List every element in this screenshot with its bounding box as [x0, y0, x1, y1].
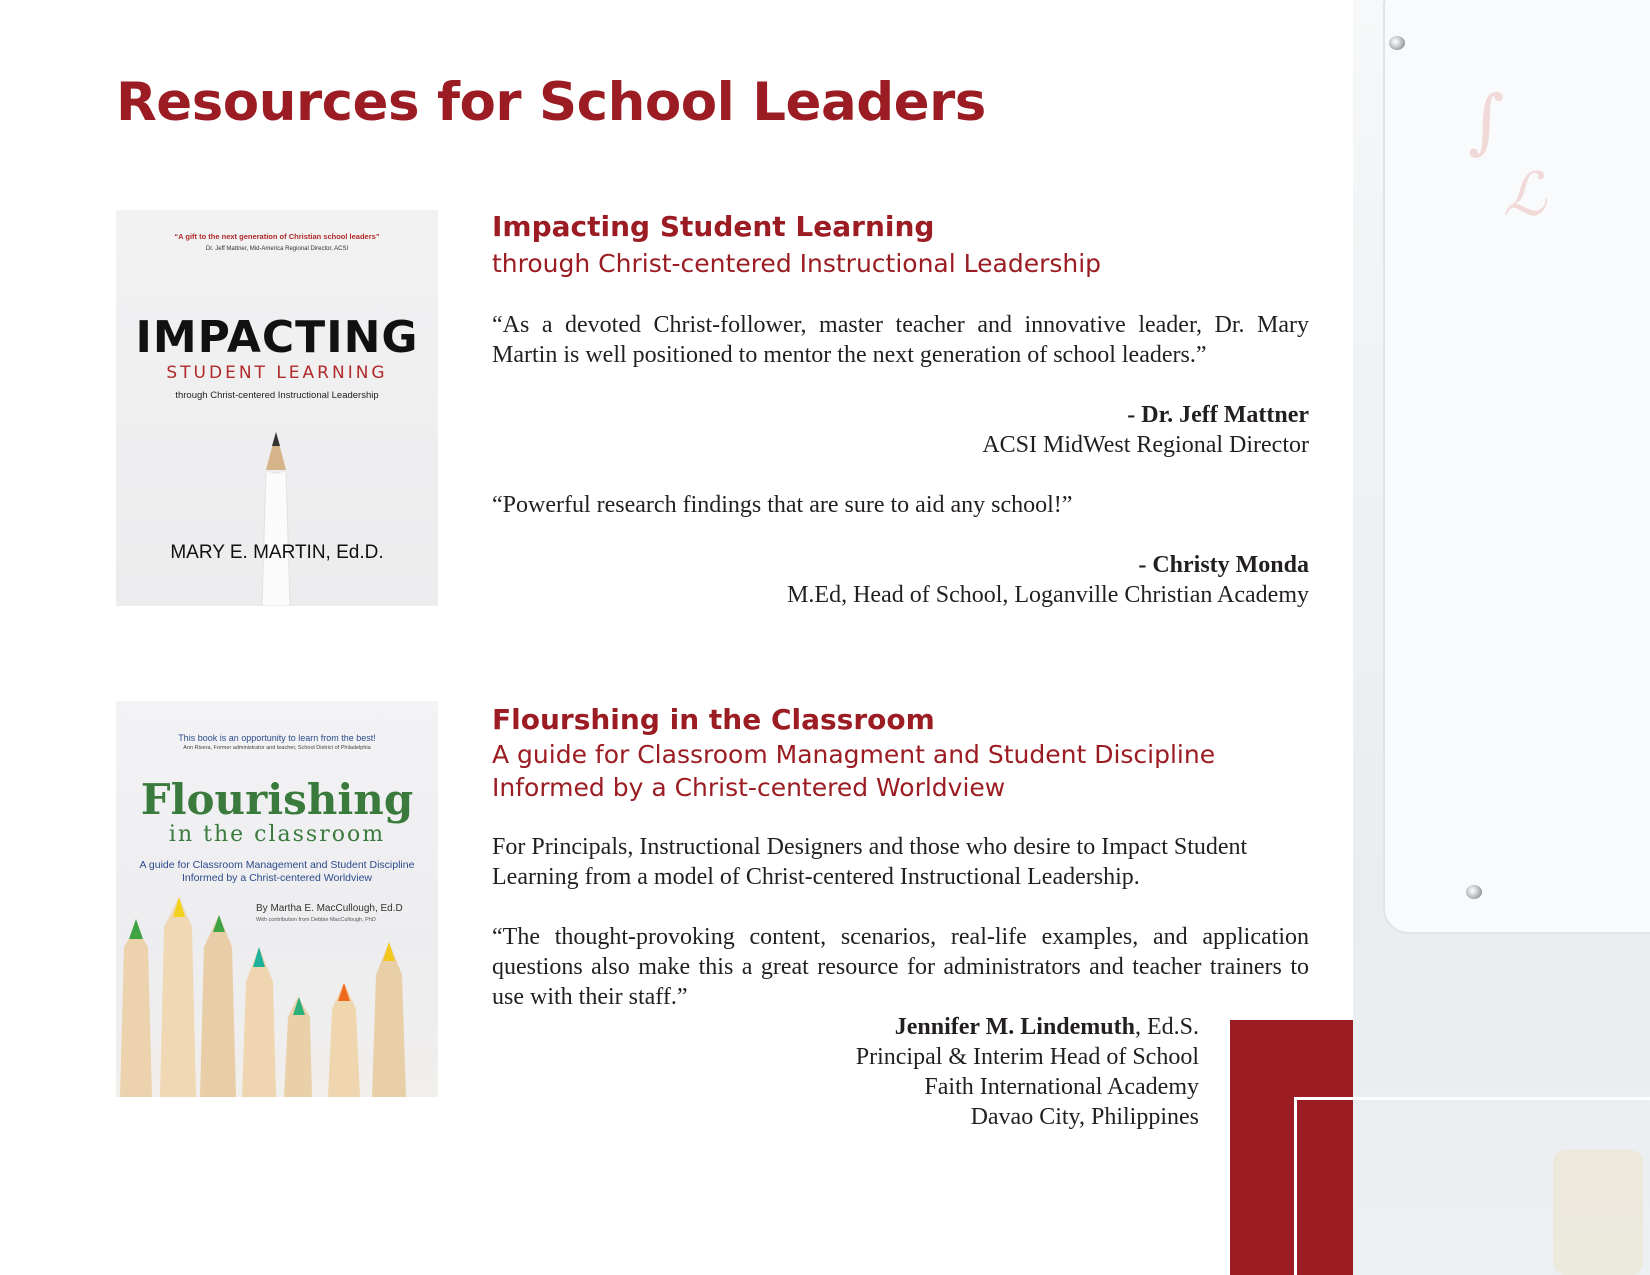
- cover-quote: “A gift to the next generation of Christian school leaders”: [174, 232, 380, 241]
- book2-description: For Principals, Instructional Designers and those who desire to Impact Student Learning from a model of Christ-centered Instructional Leadership.: [492, 834, 1248, 890]
- colored-pencils-icon: [116, 897, 438, 1097]
- endorser-name: - Christy Monda: [1138, 552, 1309, 578]
- endorsement-quote: “As a devoted Christ-follower, master teacher and innovative leader, Dr. Mary Martin is well positioned to mentor the next generation of school leaders.”: [492, 312, 1309, 368]
- cover-tagline: through Christ-centered Instructional Leadership: [175, 390, 379, 401]
- cover-subtitle: STUDENT LEARNING: [166, 363, 388, 383]
- cover-quote-attribution: Ann Rivera, Former administrator and teacher, School District of Philadelphia: [183, 745, 371, 751]
- pin-icon: [1389, 36, 1405, 50]
- endorser-organization: Faith International Academy: [924, 1074, 1199, 1100]
- book1-heading: Impacting Student Learning: [492, 210, 935, 243]
- whiteboard: [1383, 0, 1650, 934]
- book2-details: [492, 703, 1309, 1132]
- cover-subtitle: in the classroom: [168, 822, 386, 847]
- endorser-role: Principal & Interim Head of School: [855, 1044, 1199, 1070]
- endorser-name-line: [492, 1012, 1199, 1042]
- endorsement-quote: “Powerful research findings that are sure to aid any school!”: [492, 492, 1073, 518]
- book1-details: [492, 210, 1309, 610]
- cover-quote: This book is an opportunity to learn from the best!: [178, 733, 376, 743]
- endorsement-quote: “The thought-provoking content, scenarios, real-life examples, and application questions also make this a great resource for administrators and teacher trainers to use with their staff.”: [492, 924, 1309, 1010]
- endorser-name: Jennifer M. Lindemuth: [894, 1014, 1135, 1040]
- cover-quote-attribution: Dr. Jeff Mattner, Mid-America Regional Director, ACSI: [205, 246, 349, 252]
- whiteboard-photo: [1353, 0, 1650, 1275]
- cover-description: A guide for Classroom Management and Student Discipline Informed by a Christ-centered Worldview: [139, 859, 415, 884]
- book1-subheading: through Christ-centered Instructional Leadership: [492, 249, 1102, 278]
- book2-heading: Flourshing in the Classroom: [492, 703, 935, 736]
- cover-author: MARY E. MARTIN, Ed.D.: [170, 542, 384, 563]
- endorser-name: - Dr. Jeff Mattner: [1127, 402, 1309, 428]
- book2-subheading-line1: A guide for Classroom Managment and Student Discipline: [492, 740, 1216, 769]
- book-cover-flourishing: [116, 701, 438, 1097]
- endorser-credential: , Ed.S.: [1134, 1014, 1199, 1040]
- page-title: Resources for School Leaders: [116, 72, 986, 133]
- endorser-role: M.Ed, Head of School, Loganville Christian Academy: [787, 582, 1309, 608]
- whiteboard-scribble: ∫: [1468, 80, 1505, 162]
- pencil-icon: [246, 432, 306, 606]
- endorser-location: Davao City, Philippines: [970, 1104, 1199, 1130]
- cover-contribution: With contribution from Debbie MacCullough, PhD: [256, 917, 376, 923]
- endorser-role: ACSI MidWest Regional Director: [982, 432, 1309, 458]
- cover-author: By Martha E. MacCullough, Ed.D: [256, 903, 403, 914]
- whiteboard-scribble: ℒ: [1503, 160, 1547, 230]
- book2-subheading-line2: Informed by a Christ-centered Worldview: [492, 773, 1006, 802]
- endorser-block: [492, 1012, 1199, 1132]
- accent-line: [1294, 1097, 1650, 1100]
- cover-title: IMPACTING: [135, 312, 419, 363]
- eraser-blur: [1553, 1150, 1643, 1275]
- book-cover-impacting: [116, 210, 438, 606]
- cover-title: Flourishing: [140, 775, 414, 824]
- pin-icon: [1466, 885, 1482, 899]
